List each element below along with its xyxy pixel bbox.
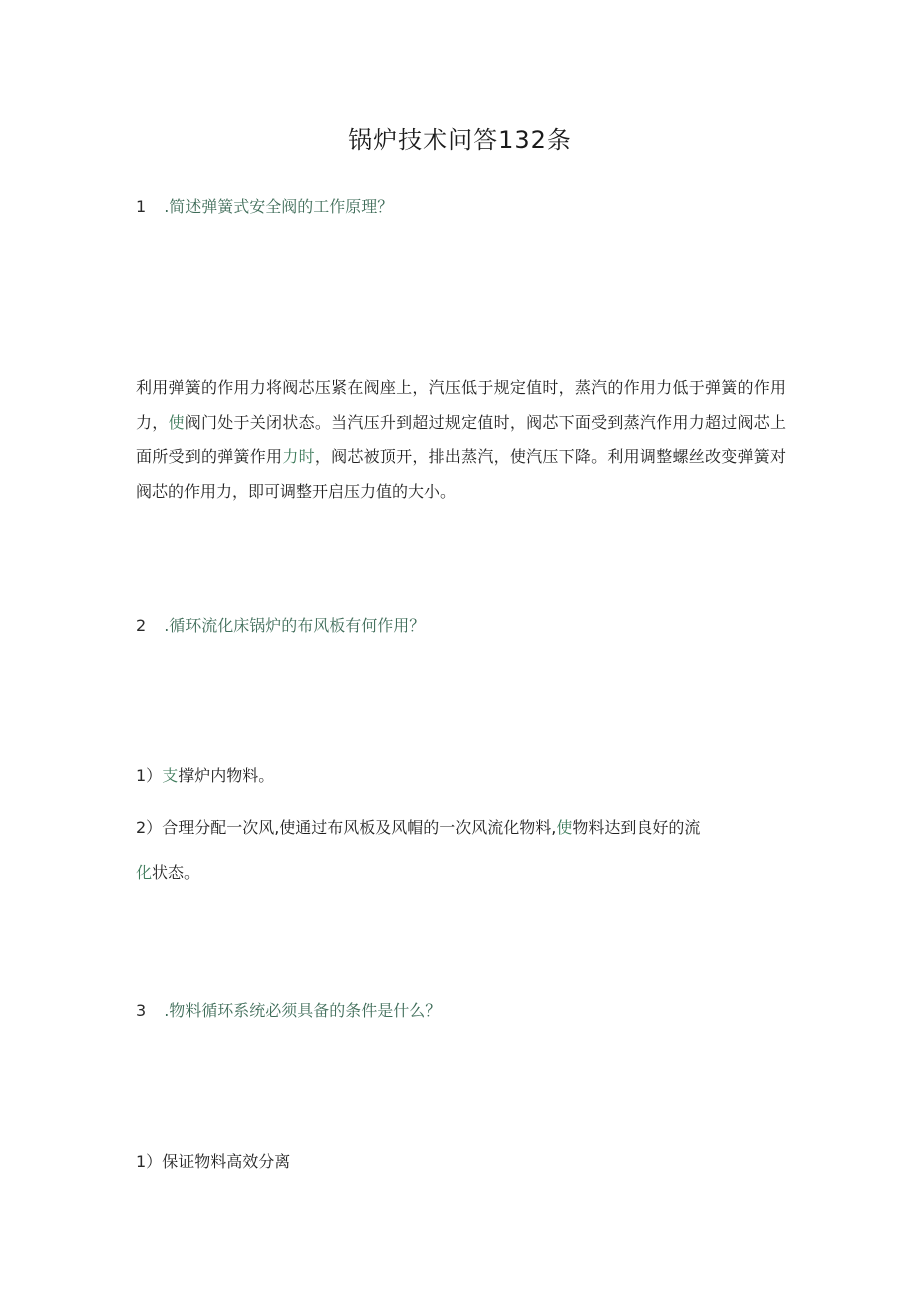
question-2 bbox=[136, 613, 425, 636]
question-2-number: 2 bbox=[136, 616, 147, 635]
answer-2-item-2 bbox=[136, 815, 700, 838]
answer-3-item-1-text: 保证物料高效分离 bbox=[162, 1152, 291, 1171]
answer-1-part-1: 利用弹簧的作用力将阀芯压紧在阀座上，汽压低于规定值时，蒸汽的作用力低于弹簧的作用力， bbox=[136, 378, 786, 432]
answer-2-item-2-green: 使 bbox=[556, 818, 573, 837]
answer-1-part-3: 阀门处于关闭状态。当汽压升到超过规定值时，阀芯下面受到蒸汽作用力超过阀芯上面所受到的弹簧作用 bbox=[136, 412, 786, 466]
answer-3-item-1 bbox=[136, 1149, 290, 1172]
question-3 bbox=[136, 998, 441, 1021]
answer-1-part-5: ，阀芯被顶开，排出蒸汽，使汽压下降。利用调整螺丝改变弹簧对阀芯的作用力，即可调整开启压力值的大小。 bbox=[136, 447, 786, 501]
answer-1-part-4: 力时 bbox=[282, 447, 315, 466]
answer-2-item-1 bbox=[136, 763, 274, 786]
answer-1-part-2: 使 bbox=[168, 412, 185, 432]
answer-2-item-1-text: 撑炉内物料。 bbox=[178, 766, 275, 785]
answer-2-item-2-continued bbox=[136, 860, 200, 883]
question-1 bbox=[136, 194, 393, 217]
answer-2-item-2-green-2: 化 bbox=[136, 863, 153, 882]
question-2-text: .循环流化床锅炉的布风板有何作用？ bbox=[164, 616, 426, 635]
answer-2-item-1-green: 支 bbox=[162, 766, 179, 785]
question-3-text: .物料循环系统必须具备的条件是什么？ bbox=[164, 1001, 442, 1020]
answer-2-item-1-number: 1） bbox=[136, 766, 163, 785]
answer-2-item-2-number: 2） bbox=[136, 818, 163, 837]
question-1-number: 1 bbox=[136, 197, 147, 216]
answer-2-item-2-text-b: 物料达到良好的流 bbox=[572, 818, 701, 837]
answer-1 bbox=[136, 371, 786, 509]
document-title: 锅炉技术问答132条 bbox=[348, 126, 572, 154]
answer-2-item-2-text-a: 合理分配一次风,使通过布风板及风帽的一次风流化物料, bbox=[162, 818, 557, 837]
answer-3-item-1-number: 1） bbox=[136, 1152, 163, 1171]
answer-2-item-2-text-c: 状态。 bbox=[152, 863, 201, 882]
question-1-text: .简述弹簧式安全阀的工作原理？ bbox=[164, 197, 394, 216]
question-3-number: 3 bbox=[136, 1001, 147, 1020]
